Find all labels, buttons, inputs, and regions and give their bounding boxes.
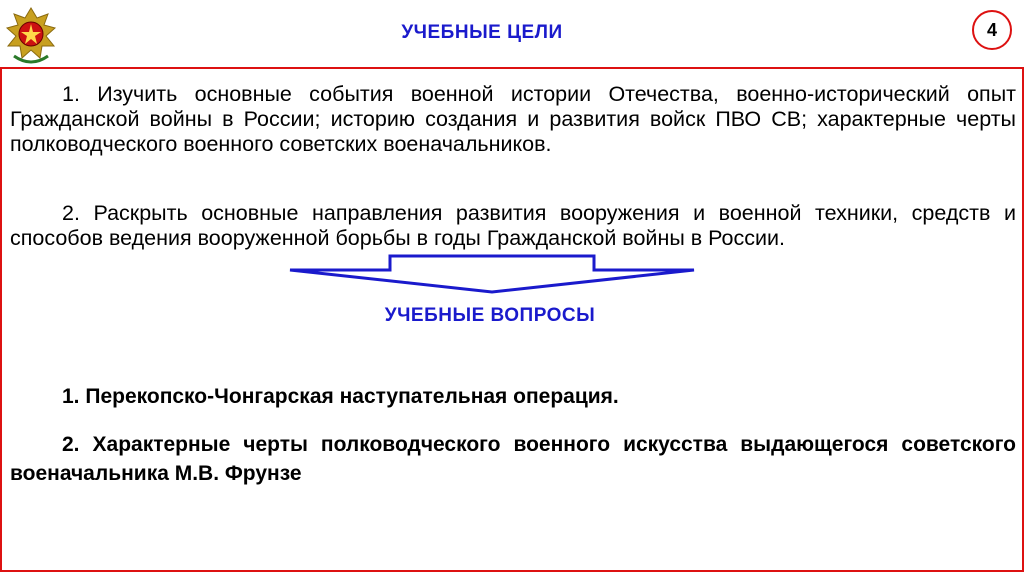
goal-paragraph-1: 1. Изучить основные события военной истории Отечества, военно-исторический опыт Гражданской войны в России; историю создания и развития войск ПВО СВ; характерные черты полководческого военного советских военачальников.	[10, 82, 1016, 156]
slide-title: УЧЕБНЫЕ ЦЕЛИ	[401, 22, 563, 43]
question-1: 1. Перекопско-Чонгарская наступательная операция.	[62, 385, 619, 408]
goal-paragraph-2: 2. Раскрыть основные направления развития вооружения и военной техники, средств и способов ведения вооруженной борьбы в годы Гражданской войны в России.	[10, 201, 1016, 250]
page-number-badge: 4	[972, 10, 1012, 50]
question-2: 2. Характерные черты полководческого военного искусства выдающегося советского военачальника М.В. Фрунзе	[10, 433, 1016, 485]
frame-bottom-border	[0, 570, 1024, 572]
down-arrow-icon	[288, 250, 696, 294]
header-divider	[0, 67, 1024, 69]
questions-title: УЧЕБНЫЕ ВОПРОСЫ	[384, 305, 596, 326]
